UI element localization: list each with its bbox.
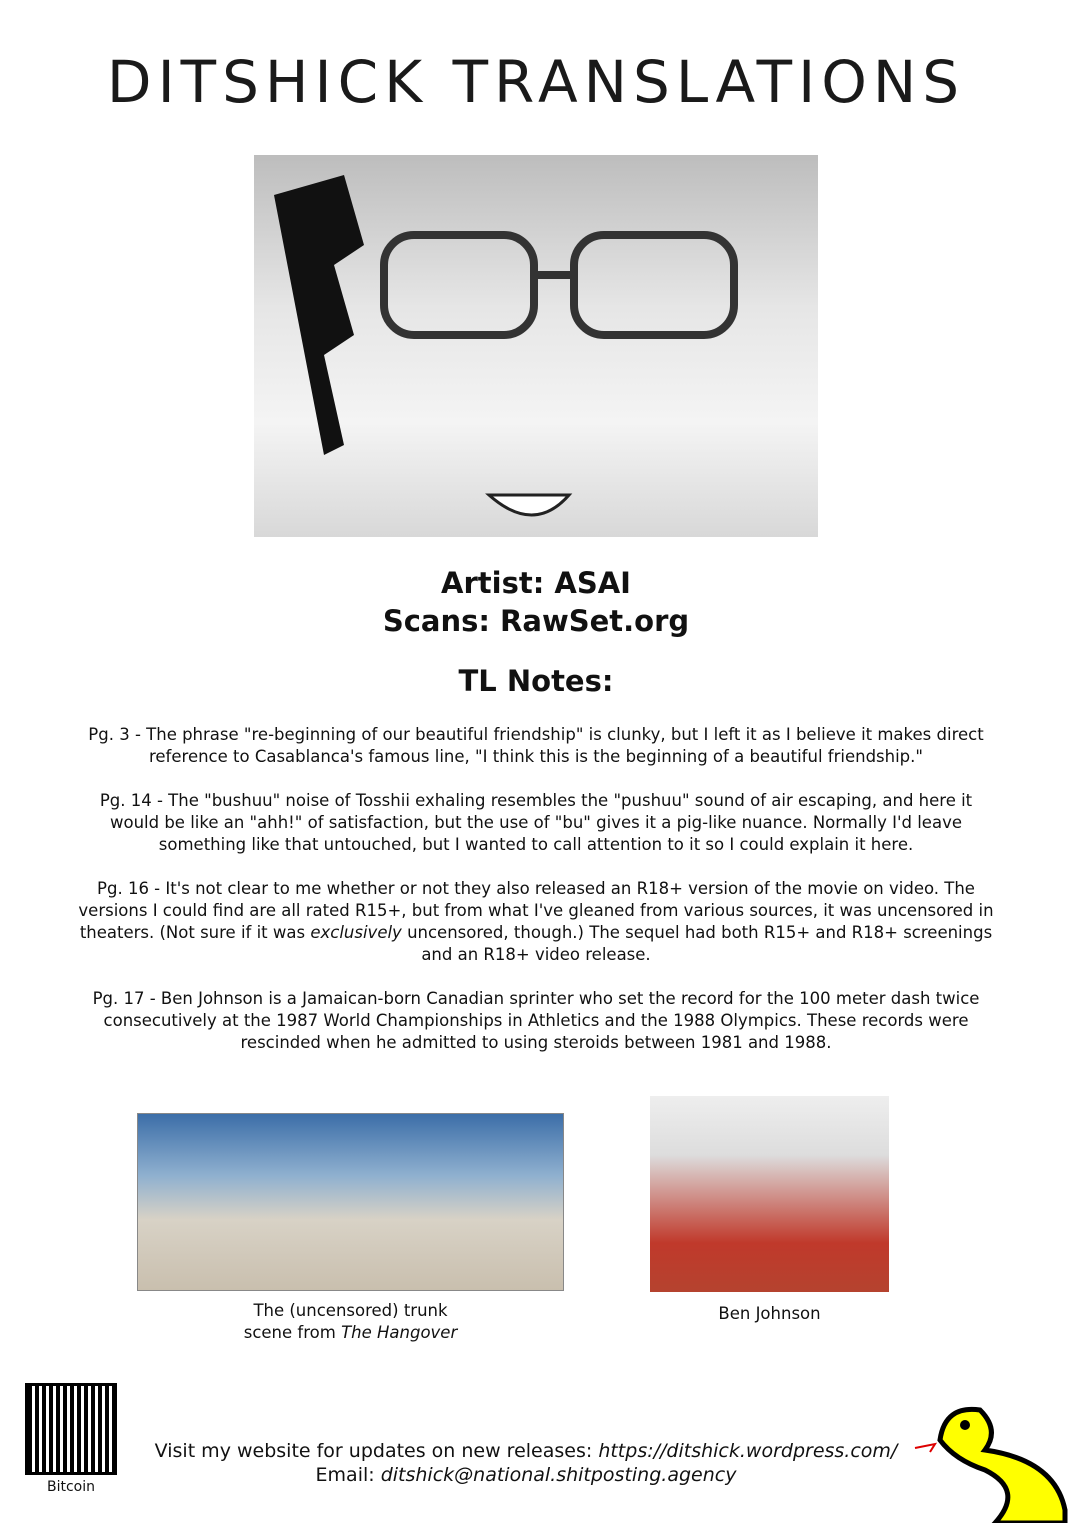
artist-credit: Artist: ASAI xyxy=(441,566,631,600)
caption-title: The Hangover xyxy=(341,1323,458,1342)
bitcoin-qr-code xyxy=(25,1383,117,1475)
snake-mascot-icon xyxy=(905,1400,1072,1523)
hangover-caption xyxy=(137,1300,564,1344)
notes-heading: TL Notes: xyxy=(458,664,614,698)
footer-email xyxy=(120,1463,932,1487)
note-text: Pg. 16 - It's not clear to me whether or not they also released an R18+ version of the movie on video. The versions I could find are all rated R15+, but from what I've gleaned from various sources, it was uncensored in theaters. (Not sure if it was xyxy=(78,879,994,942)
note-pg17: Pg. 17 - Ben Johnson is a Jamaican-born Canadian sprinter who set the record for the 100 meter dash twice consecutively at the 1987 World Championships in Athletics and the 1988 Olympics. These records were rescinded when he admitted to using steroids between 1981 and 1988. xyxy=(92,989,980,1052)
footer-website xyxy=(120,1439,932,1463)
email-label: Email: xyxy=(315,1464,381,1486)
note-pg16 xyxy=(78,878,994,966)
ben-johnson-image xyxy=(650,1096,889,1292)
website-label: Visit my website for updates on new releases: xyxy=(154,1440,599,1462)
tl-notes xyxy=(78,724,994,1076)
caption-line: The (uncensored) trunk xyxy=(253,1301,448,1320)
hangover-scene-image xyxy=(137,1113,564,1291)
note-text: uncensored, though.) The sequel had both R15+ and R18+ screenings and an R18+ video release. xyxy=(401,923,993,964)
note-emphasis: exclusively xyxy=(310,923,402,942)
email-link[interactable]: ditshick@national.shitposting.agency xyxy=(380,1464,737,1486)
caption-text: scene from xyxy=(243,1323,342,1342)
note-pg14: Pg. 14 - The "bushuu" noise of Tosshii exhaling resembles the "pushuu" sound of air escaping, and here it would be like an "ahh!" of satisfaction, but the use of "bu" gives it a pig-like nuance. Normally I'd leave something like that untouched, but I wanted to call attention to it so I could explain it here. xyxy=(99,791,973,854)
ben-johnson-caption: Ben Johnson xyxy=(718,1304,821,1323)
caption-line xyxy=(137,1322,564,1344)
scans-credit: Scans: RawSet.org xyxy=(382,604,690,638)
note-pg3: Pg. 3 - The phrase "re-beginning of our beautiful friendship" is clunky, but I left it as I believe it makes direct reference to Casablanca's famous line, "I think this is the beginning of a beautiful friendship." xyxy=(88,725,984,766)
qr-label: Bitcoin xyxy=(46,1479,95,1495)
website-link[interactable]: https://ditshick.wordpress.com/ xyxy=(598,1440,898,1462)
manga-panel-image xyxy=(254,155,818,537)
page-title: DITSHICK TRANSLATIONS xyxy=(106,48,966,116)
